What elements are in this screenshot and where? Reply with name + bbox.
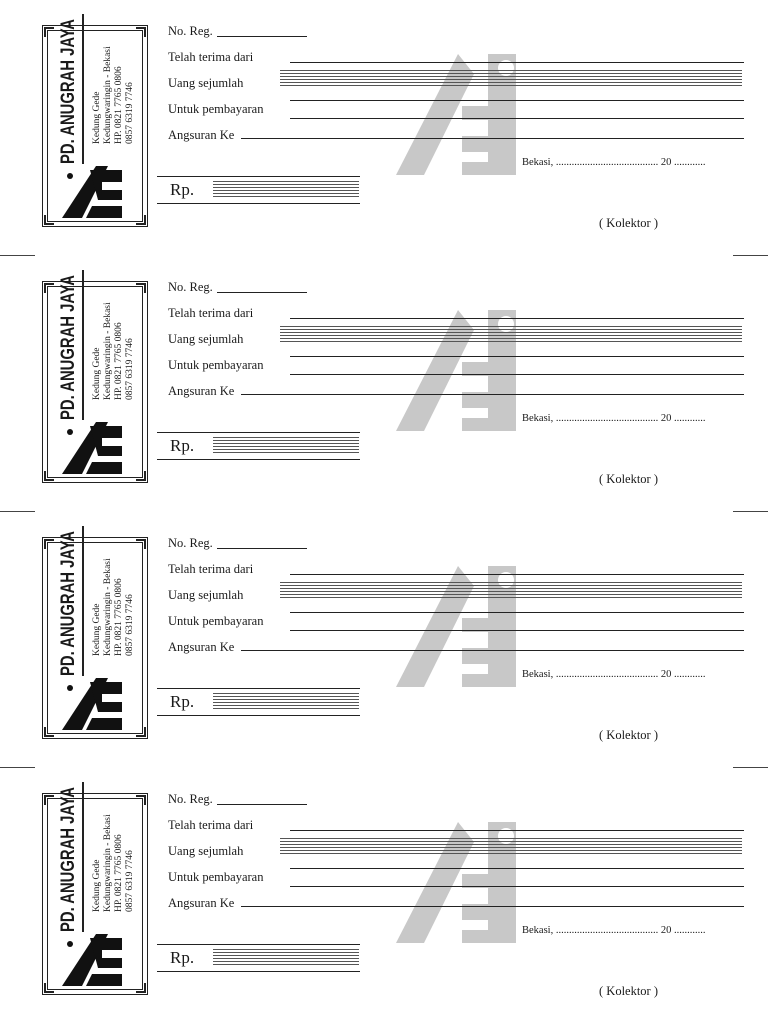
untuk-pembayaran-field[interactable] xyxy=(290,868,744,869)
untuk-pembayaran-field[interactable] xyxy=(290,100,744,101)
corner-ornament xyxy=(136,983,146,993)
corner-ornament xyxy=(44,727,54,737)
untuk-pembayaran-label: Untuk pembayaran xyxy=(168,102,264,116)
place-date-line: Bekasi, ....................................... 20 ............ xyxy=(522,669,706,680)
rp-bottom-rule xyxy=(157,715,360,716)
rp-label: Rp. xyxy=(170,948,195,967)
telah-terima-label: Telah terima dari xyxy=(168,818,254,832)
telah-terima-label: Telah terima dari xyxy=(168,306,254,320)
corner-ornament xyxy=(136,215,146,225)
uang-sejumlah-label: Uang sejumlah xyxy=(168,332,244,346)
place-date-line: Bekasi, ....................................... 20 ............ xyxy=(522,413,706,424)
no-reg-label: No. Reg. xyxy=(168,536,213,550)
angsuran-label: Angsuran Ke xyxy=(168,384,235,398)
company-logo-icon xyxy=(62,166,126,222)
phone-line: 0857 6319 7746 xyxy=(125,338,135,400)
phone-line: 0857 6319 7746 xyxy=(125,594,135,656)
address-line: Kedung Gede xyxy=(92,859,102,912)
uang-sejumlah-label: Uang sejumlah xyxy=(168,76,244,90)
phone-line: HP. 0821 7765 0806 xyxy=(114,578,124,656)
receipt-1 xyxy=(0,0,768,256)
uang-sejumlah-field[interactable] xyxy=(280,582,742,600)
untuk-pembayaran-field-2[interactable] xyxy=(290,374,744,375)
phone-line: HP. 0821 7765 0806 xyxy=(114,66,124,144)
rp-top-rule xyxy=(157,944,360,945)
uang-sejumlah-field[interactable] xyxy=(280,326,742,344)
corner-ornament xyxy=(44,471,54,481)
no-reg-field[interactable] xyxy=(217,292,307,293)
receipt-4 xyxy=(0,768,768,1024)
corner-ornament xyxy=(44,539,54,549)
receipt-3 xyxy=(0,512,768,768)
rp-bottom-rule xyxy=(157,971,360,972)
company-name: PD. ANUGRAH JAYA xyxy=(58,275,79,420)
telah-terima-field[interactable] xyxy=(290,62,744,63)
corner-ornament xyxy=(136,727,146,737)
rp-label: Rp. xyxy=(170,692,195,711)
company-info xyxy=(54,486,160,676)
telah-terima-field[interactable] xyxy=(290,318,744,319)
rp-label: Rp. xyxy=(170,436,195,455)
no-reg-field[interactable] xyxy=(217,804,307,805)
corner-ornament xyxy=(44,983,54,993)
phone-line: HP. 0821 7765 0806 xyxy=(114,322,124,400)
untuk-pembayaran-field-2[interactable] xyxy=(290,630,744,631)
company-name-underline xyxy=(82,270,84,420)
untuk-pembayaran-field-2[interactable] xyxy=(290,886,744,887)
uang-sejumlah-label: Uang sejumlah xyxy=(168,588,244,602)
company-logo-icon xyxy=(62,678,126,734)
rp-top-rule xyxy=(157,688,360,689)
corner-ornament xyxy=(136,471,146,481)
rp-bottom-rule xyxy=(157,459,360,460)
untuk-pembayaran-label: Untuk pembayaran xyxy=(168,358,264,372)
corner-ornament xyxy=(44,215,54,225)
angsuran-label: Angsuran Ke xyxy=(168,640,235,654)
kolektor-signature: ( Kolektor ) xyxy=(599,216,659,230)
rp-amount-field[interactable] xyxy=(213,181,359,199)
untuk-pembayaran-label: Untuk pembayaran xyxy=(168,614,264,628)
rp-amount-field[interactable] xyxy=(213,949,359,967)
company-logo-icon xyxy=(62,934,126,990)
company-info xyxy=(54,230,160,420)
receipt-2 xyxy=(0,256,768,512)
company-name-underline xyxy=(82,526,84,676)
kolektor-signature: ( Kolektor ) xyxy=(599,472,659,486)
address-line: Kedung Gede xyxy=(92,603,102,656)
telah-terima-label: Telah terima dari xyxy=(168,50,254,64)
place-date-line: Bekasi, ....................................... 20 ............ xyxy=(522,157,706,168)
uang-sejumlah-field[interactable] xyxy=(280,70,742,88)
address-line: Kedung Gede xyxy=(92,347,102,400)
corner-ornament xyxy=(44,27,54,37)
no-reg-field[interactable] xyxy=(217,548,307,549)
angsuran-field[interactable] xyxy=(241,394,744,395)
address-line: Kedungwaringin - Bekasi xyxy=(103,302,113,400)
no-reg-label: No. Reg. xyxy=(168,792,213,806)
address-line: Kedungwaringin - Bekasi xyxy=(103,558,113,656)
uang-sejumlah-label: Uang sejumlah xyxy=(168,844,244,858)
address-line: Kedungwaringin - Bekasi xyxy=(103,46,113,144)
no-reg-label: No. Reg. xyxy=(168,24,213,38)
corner-ornament xyxy=(44,795,54,805)
angsuran-field[interactable] xyxy=(241,650,744,651)
untuk-pembayaran-field[interactable] xyxy=(290,612,744,613)
angsuran-label: Angsuran Ke xyxy=(168,128,235,142)
phone-line: HP. 0821 7765 0806 xyxy=(114,834,124,912)
company-info xyxy=(54,0,160,164)
telah-terima-label: Telah terima dari xyxy=(168,562,254,576)
no-reg-field[interactable] xyxy=(217,36,307,37)
address-line: Kedung Gede xyxy=(92,91,102,144)
kolektor-signature: ( Kolektor ) xyxy=(599,984,659,998)
no-reg-label: No. Reg. xyxy=(168,280,213,294)
telah-terima-field[interactable] xyxy=(290,830,744,831)
company-name: PD. ANUGRAH JAYA xyxy=(58,19,79,164)
angsuran-field[interactable] xyxy=(241,138,744,139)
uang-sejumlah-field[interactable] xyxy=(280,838,742,856)
phone-line: 0857 6319 7746 xyxy=(125,850,135,912)
rp-amount-field[interactable] xyxy=(213,693,359,711)
company-name-underline xyxy=(82,14,84,164)
untuk-pembayaran-field-2[interactable] xyxy=(290,118,744,119)
address-line: Kedungwaringin - Bekasi xyxy=(103,814,113,912)
untuk-pembayaran-label: Untuk pembayaran xyxy=(168,870,264,884)
company-name-underline xyxy=(82,782,84,932)
rp-label: Rp. xyxy=(170,180,195,199)
rp-top-rule xyxy=(157,432,360,433)
rp-amount-field[interactable] xyxy=(213,437,359,455)
telah-terima-field[interactable] xyxy=(290,574,744,575)
phone-line: 0857 6319 7746 xyxy=(125,82,135,144)
rp-bottom-rule xyxy=(157,203,360,204)
place-date-line: Bekasi, ....................................... 20 ............ xyxy=(522,925,706,936)
company-name: PD. ANUGRAH JAYA xyxy=(58,531,79,676)
rp-top-rule xyxy=(157,176,360,177)
angsuran-field[interactable] xyxy=(241,906,744,907)
company-logo-icon xyxy=(62,422,126,478)
company-info xyxy=(54,742,160,932)
kolektor-signature: ( Kolektor ) xyxy=(599,728,659,742)
company-name: PD. ANUGRAH JAYA xyxy=(58,787,79,932)
angsuran-label: Angsuran Ke xyxy=(168,896,235,910)
corner-ornament xyxy=(44,283,54,293)
untuk-pembayaran-field[interactable] xyxy=(290,356,744,357)
